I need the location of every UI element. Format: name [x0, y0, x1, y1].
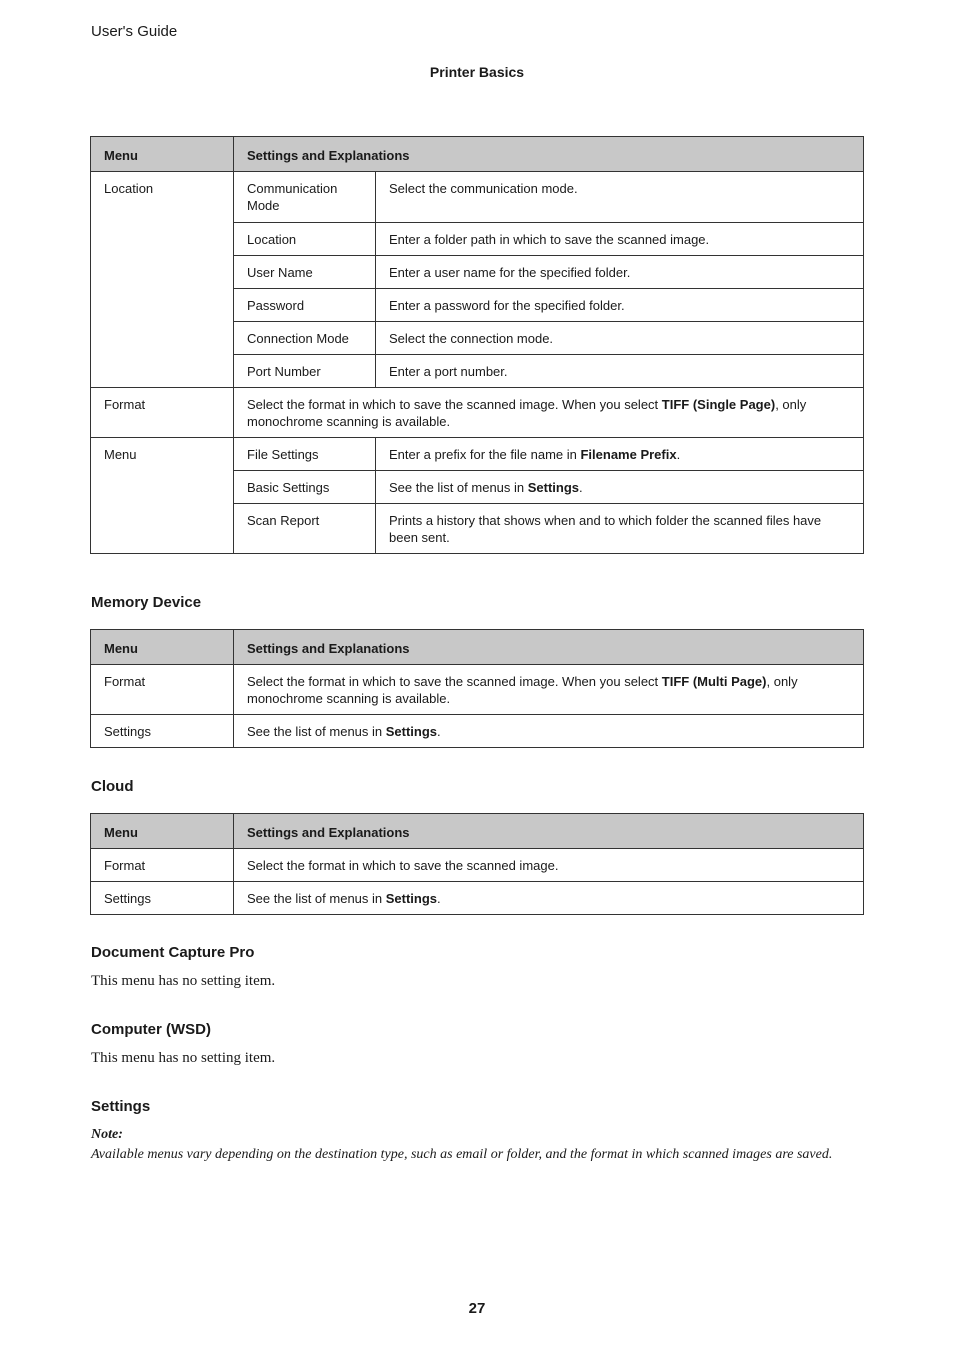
menu-cell: Format — [91, 388, 234, 438]
table-header-row — [91, 814, 864, 849]
menu-cell: Settings — [91, 715, 234, 748]
setting-name: File Settings — [234, 438, 376, 471]
table-row — [91, 438, 864, 471]
note-label: Note: — [91, 1127, 123, 1142]
table-row — [91, 715, 864, 748]
table-row — [91, 882, 864, 915]
heading-cloud: Cloud — [91, 778, 134, 795]
table-row — [91, 849, 864, 882]
note-text: Available menus vary depending on the destination type, such as email or folder, and the format in which scanned images are saved. — [91, 1147, 833, 1162]
setting-name: Scan Report — [234, 504, 376, 554]
heading-memory-device: Memory Device — [91, 594, 202, 611]
heading-computer-wsd: Computer (WSD) — [91, 1021, 211, 1038]
menu-cell: Settings — [91, 882, 234, 915]
table-header-row — [91, 630, 864, 665]
page-number: 27 — [468, 1300, 486, 1317]
setting-name: Location — [234, 223, 376, 256]
menu-cell: Location — [91, 172, 234, 388]
setting-desc: Enter a port number. — [376, 355, 864, 388]
setting-desc: Select the communication mode. — [376, 172, 864, 223]
table-row — [91, 172, 864, 223]
setting-desc: Select the format in which to save the scanned image. When you select TIFF (Single Page), only monochrome scanning is available. — [234, 388, 864, 438]
setting-name: Port Number — [234, 355, 376, 388]
setting-desc: Enter a folder path in which to save the scanned image. — [376, 223, 864, 256]
setting-name: Connection Mode — [234, 322, 376, 355]
header-menu: Menu — [91, 137, 234, 172]
heading-document-capture-pro: Document Capture Pro — [91, 944, 255, 961]
setting-desc: Select the format in which to save the scanned image. When you select TIFF (Multi Page), only monochrome scanning is available. — [234, 665, 864, 715]
setting-desc: Prints a history that shows when and to which folder the scanned files have been sent. — [376, 504, 864, 554]
table-header-row — [91, 137, 864, 172]
setting-name: Password — [234, 289, 376, 322]
section-title: Printer Basics — [429, 64, 525, 80]
header-settings: Settings and Explanations — [234, 137, 864, 172]
heading-settings: Settings — [91, 1098, 151, 1115]
header-settings: Settings and Explanations — [234, 630, 864, 665]
setting-desc: Select the connection mode. — [376, 322, 864, 355]
menu-cell: Format — [91, 849, 234, 882]
setting-desc: See the list of menus in Settings. — [234, 715, 864, 748]
setting-desc: Enter a prefix for the file name in Filename Prefix. — [376, 438, 864, 471]
cloud-table — [90, 813, 864, 915]
running-header: User's Guide — [91, 23, 178, 40]
memory-device-table — [90, 629, 864, 748]
header-menu: Menu — [91, 630, 234, 665]
header-settings: Settings and Explanations — [234, 814, 864, 849]
setting-name: User Name — [234, 256, 376, 289]
setting-desc: Enter a user name for the specified folder. — [376, 256, 864, 289]
setting-desc: See the list of menus in Settings. — [376, 471, 864, 504]
setting-desc: Enter a password for the specified folder. — [376, 289, 864, 322]
computer-wsd-text: This menu has no setting item. — [91, 1050, 276, 1066]
document-capture-text: This menu has no setting item. — [91, 973, 276, 989]
header-menu: Menu — [91, 814, 234, 849]
setting-desc: See the list of menus in Settings. — [234, 882, 864, 915]
table-row — [91, 388, 864, 438]
setting-name: Communication Mode — [234, 172, 376, 223]
setting-name: Basic Settings — [234, 471, 376, 504]
menu-cell: Menu — [91, 438, 234, 554]
table-row — [91, 665, 864, 715]
setting-desc: Select the format in which to save the scanned image. — [234, 849, 864, 882]
menu-cell: Format — [91, 665, 234, 715]
folder-settings-table — [90, 136, 864, 554]
